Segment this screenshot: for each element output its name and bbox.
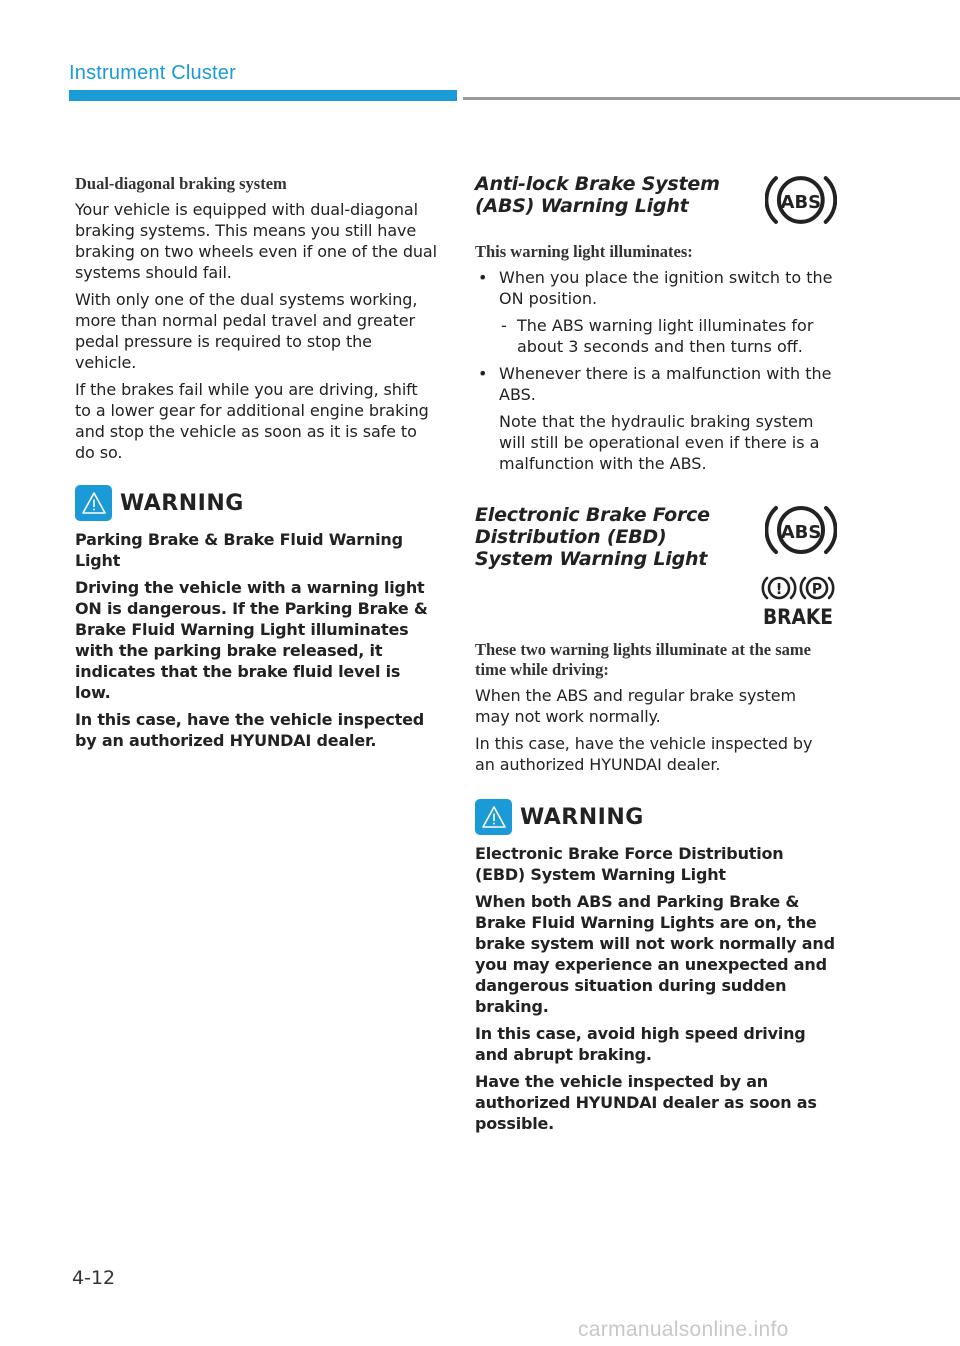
- ebd-section-header: [475, 504, 835, 626]
- svg-text:!: !: [775, 580, 783, 598]
- left-paragraph: If the brakes fail while you are driving, shift to a lower gear for additional engine braking and stop the vehicle as soon as it is safe to do so.: [75, 380, 429, 462]
- ebd-section-title: Electronic Brake Force Distribution (EBD) System Warning Light: [475, 504, 710, 570]
- warning-triangle-icon: [75, 485, 112, 521]
- warning-paragraph: Parking Brake & Brake Fluid Warning Light: [75, 530, 403, 570]
- section-title: Instrument Cluster: [69, 62, 236, 84]
- page-number: 4-12: [72, 1267, 116, 1289]
- ebd-paragraph: In this case, have the vehicle inspected by an authorized HYUNDAI dealer.: [475, 734, 813, 774]
- sub-item-text: The ABS warning light illuminates for about 3 seconds and then turns off.: [517, 316, 814, 356]
- warning-paragraph: Driving the vehicle with a warning light ON is dangerous. If the Parking Brake & Brake Fluid Warning Light illuminates with the parking brake released, it indicates that the brake fluid level is low.: [75, 578, 428, 702]
- svg-text:P: P: [811, 581, 823, 598]
- warning-triangle-icon: [475, 799, 512, 835]
- right-column: [475, 170, 835, 1140]
- abs-icon-text: ABS: [781, 191, 822, 213]
- abs-warning-light-icon: [765, 500, 837, 560]
- left-column: [75, 174, 437, 757]
- watermark: carmanualsonline.info: [578, 1318, 789, 1341]
- list-item-sub: [475, 315, 835, 357]
- warning-paragraph: Have the vehicle inspected by an authorized HYUNDAI dealer as soon as possible.: [475, 1072, 817, 1133]
- abs-section-title: Anti-lock Brake System (ABS) Warning Light: [475, 173, 720, 217]
- warning-paragraph: In this case, avoid high speed driving and abrupt braking.: [475, 1024, 806, 1064]
- list-item: • When you place the ignition switch to the ON position.: [475, 267, 835, 309]
- warning-label: WARNING: [520, 804, 644, 830]
- warning-paragraph: In this case, have the vehicle inspected by an authorized HYUNDAI dealer.: [75, 710, 425, 750]
- warning-label: WARNING: [120, 490, 244, 516]
- left-paragraph: Your vehicle is equipped with dual-diagonal braking systems. This means you still have braking on two wheels even if one of the dual systems should fail.: [75, 200, 437, 282]
- abs-subhead: This warning light illuminates:: [475, 242, 693, 261]
- list-item: • Whenever there is a malfunction with the ABS.: [475, 363, 835, 405]
- abs-note: Note that the hydraulic braking system will still be operational even if there is a malfunction with the ABS.: [499, 412, 820, 473]
- brake-warning-light-icon: [761, 574, 835, 626]
- header-rule-gray: [463, 97, 960, 100]
- ebd-icons: [761, 500, 835, 626]
- brake-icon-text: BRAKE: [763, 605, 833, 626]
- dash-mark: -: [501, 316, 507, 335]
- header-rule-accent: [69, 90, 457, 101]
- dual-diagonal-heading: Dual-diagonal braking system: [75, 174, 287, 193]
- abs-icon-text: ABS: [780, 522, 822, 543]
- abs-warning-light-icon: [765, 170, 837, 230]
- parking-p-circle-icon: [801, 578, 833, 598]
- abs-section-header: [475, 170, 835, 230]
- warning-paragraph: Electronic Brake Force Distribution (EBD) System Warning Light: [475, 844, 784, 884]
- left-paragraph: With only one of the dual systems working, more than normal pedal travel and greater pedal pressure is required to stop the vehicle.: [75, 290, 418, 372]
- warning-header: [475, 799, 835, 835]
- ebd-paragraph: When the ABS and regular brake system may not work normally.: [475, 686, 797, 726]
- exclamation-circle-icon: [763, 578, 795, 598]
- ebd-subhead: These two warning lights illuminate at the same time while driving:: [475, 640, 811, 679]
- warning-paragraph: When both ABS and Parking Brake & Brake Fluid Warning Lights are on, the brake system will not work normally and you may experience an unexpected and dangerous situation during sudden braking.: [475, 892, 835, 1016]
- warning-header: [75, 485, 437, 521]
